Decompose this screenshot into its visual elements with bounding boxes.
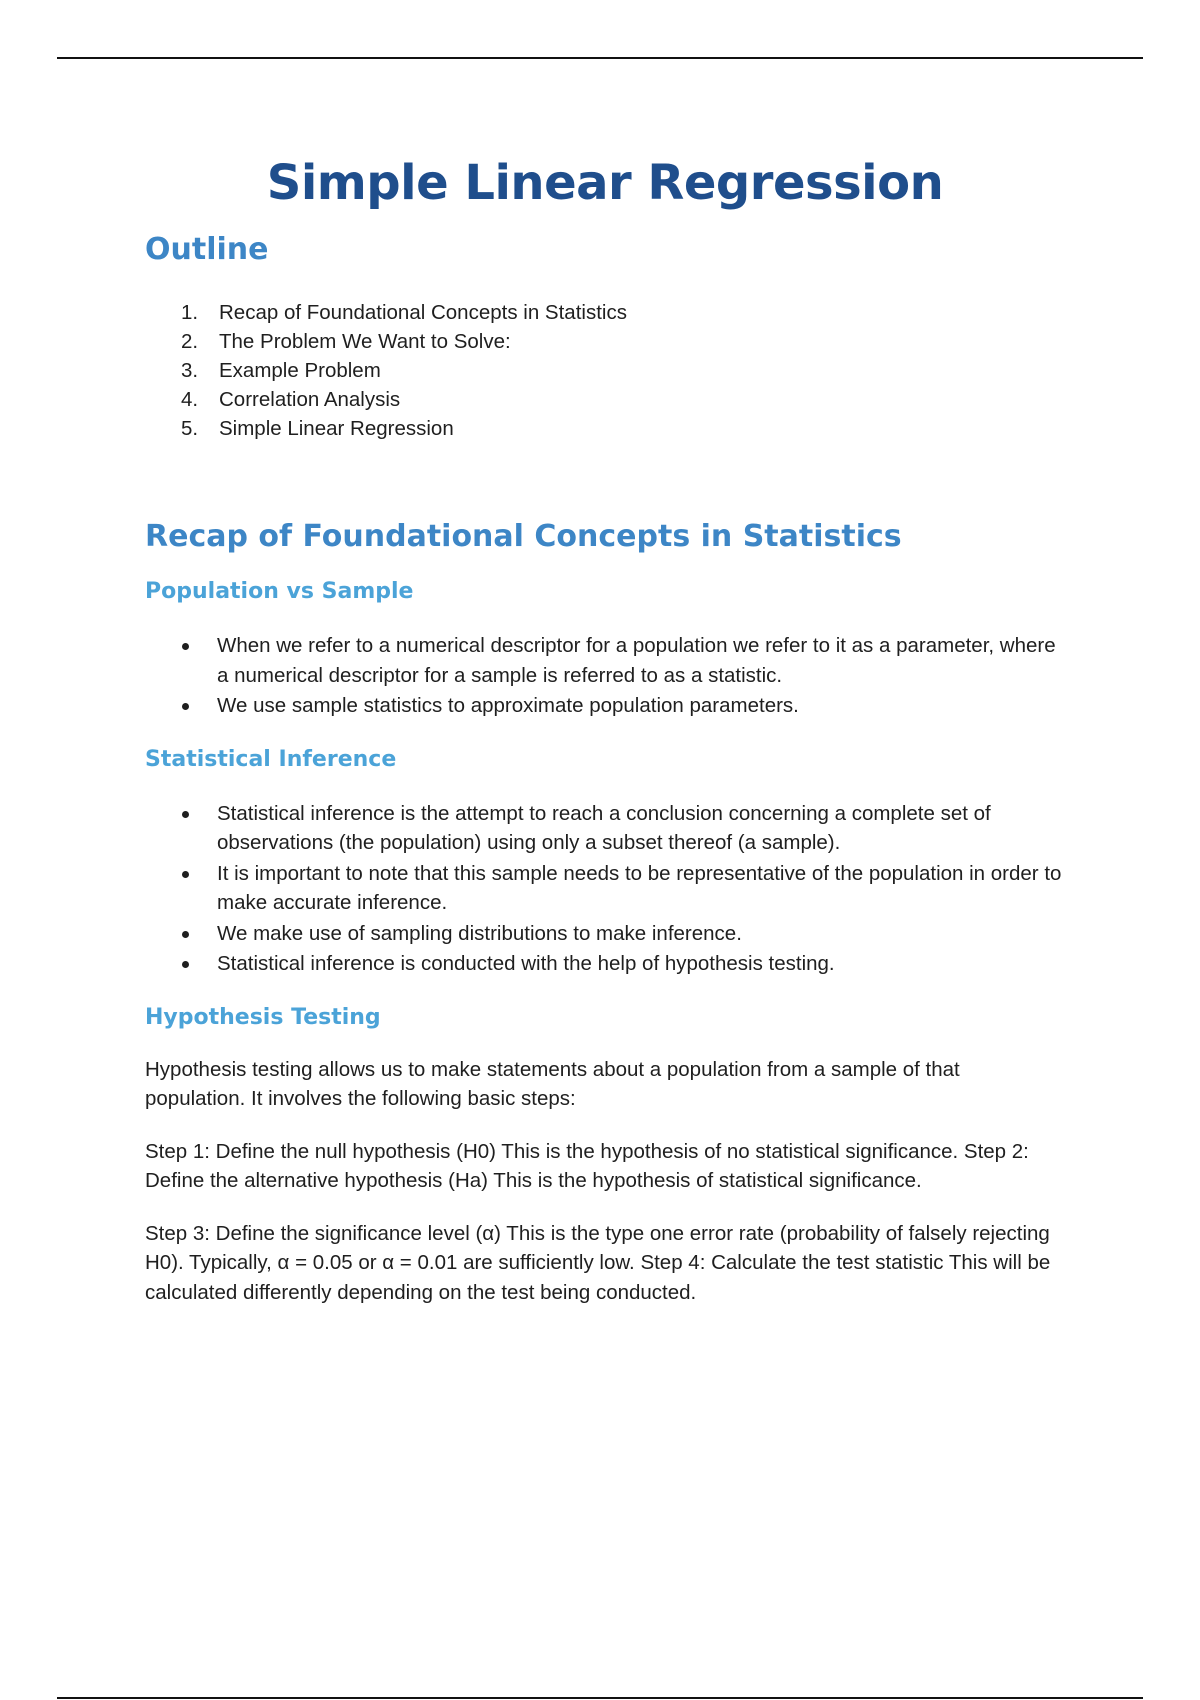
- list-item-text: Statistical inference is conducted with the help of hypothesis testing.: [217, 952, 835, 975]
- bullet-icon: [181, 949, 217, 979]
- bullet-icon: [181, 691, 217, 721]
- bullet-icon: [181, 919, 217, 949]
- population-vs-sample-heading: Population vs Sample: [145, 579, 414, 604]
- outline-list: [145, 298, 1065, 443]
- outline-item-number: 5.: [181, 417, 199, 440]
- bullet-icon: [181, 631, 217, 690]
- page-title: Simple Linear Regression: [266, 155, 944, 211]
- outline-item-text: Example Problem: [219, 359, 381, 382]
- outline-item-text: Simple Linear Regression: [219, 417, 454, 440]
- list-item: [181, 859, 1065, 918]
- list-item-text: It is important to note that this sample needs to be representative of the population in order to make accurate inference.: [217, 861, 1062, 914]
- outline-item-number: 1.: [181, 301, 199, 324]
- top-rule: [57, 57, 1143, 59]
- list-item: [181, 949, 1065, 979]
- population-vs-sample-list: [145, 631, 1065, 721]
- outline-item-text: Recap of Foundational Concepts in Statistics: [219, 301, 627, 324]
- outline-item: [181, 356, 1065, 385]
- list-item: [181, 799, 1065, 858]
- hypothesis-testing-heading: Hypothesis Testing: [145, 1004, 381, 1030]
- statistical-inference-heading: Statistical Inference: [145, 746, 397, 772]
- list-item-text: We make use of sampling distributions to make inference.: [217, 921, 742, 945]
- list-item: [181, 691, 1065, 721]
- outline-item: [181, 414, 1065, 443]
- outline-item: [181, 385, 1065, 414]
- paragraph: Step 1: Define the null hypothesis (H0) This is the hypothesis of no statistical significance. Step 2: Define the alternative hypothesis (Ha) This is the hypothesis of statistical significance.: [145, 1139, 1029, 1192]
- bullet-icon: [181, 859, 217, 918]
- statistical-inference-list: [145, 799, 1065, 979]
- paragraph: Hypothesis testing allows us to make statements about a population from a sample of that population. It involves the following basic steps:: [145, 1057, 960, 1110]
- outline-item: [181, 327, 1065, 356]
- bottom-rule: [57, 1697, 1143, 1699]
- list-item: [181, 919, 1065, 949]
- list-item: [181, 631, 1065, 690]
- outline-item-text: The Problem We Want to Solve:: [219, 330, 511, 353]
- bullet-icon: [181, 799, 217, 858]
- outline-item-number: 2.: [181, 330, 199, 353]
- list-item-text: Statistical inference is the attempt to reach a conclusion concerning a complete set of observations (the population) using only a subset thereof (a sample).: [217, 801, 991, 854]
- outline-item-text: Correlation Analysis: [219, 388, 401, 411]
- paragraph: Step 3: Define the significance level (α) This is the type one error rate (probability of falsely rejecting H0). Typically, α = 0.05 or α = 0.01 are sufficiently low. Step 4: Calculate the test statistic This will be calculated differently depending on the test being conducted.: [145, 1221, 1051, 1304]
- outline-item: [181, 298, 1065, 327]
- outline-item-number: 4.: [181, 388, 199, 411]
- recap-heading: Recap of Foundational Concepts in Statistics: [145, 519, 902, 554]
- list-item-text: When we refer to a numerical descriptor for a population we refer to it as a parameter, where a numerical descriptor for a sample is referred to as a statistic.: [217, 634, 1056, 687]
- document-body: [145, 150, 1065, 1307]
- outline-heading: Outline: [145, 232, 269, 267]
- list-item-text: We use sample statistics to approximate population parameters.: [217, 694, 799, 717]
- outline-item-number: 3.: [181, 359, 199, 382]
